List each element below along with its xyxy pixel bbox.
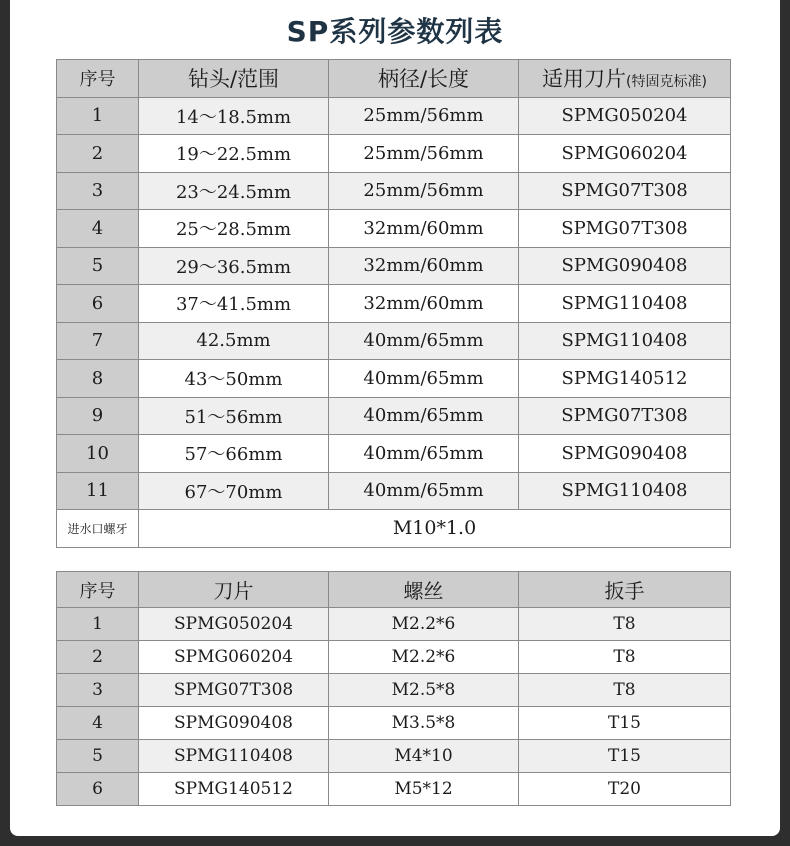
row-index: 5 bbox=[57, 740, 139, 773]
table-row bbox=[57, 285, 731, 323]
shank-length-cell: 25mm/56mm bbox=[329, 97, 519, 135]
drill-range-cell: 42.5mm bbox=[139, 322, 329, 360]
wrench-cell: T8 bbox=[519, 641, 731, 674]
row-index: 5 bbox=[57, 247, 139, 285]
drill-range-cell: 43～50mm bbox=[139, 360, 329, 398]
insert-model-cell: SPMG110408 bbox=[519, 472, 731, 510]
page-title: SP系列参数列表 bbox=[286, 15, 504, 48]
screw-cell: M2.2*6 bbox=[329, 608, 519, 641]
header-wrench: 扳手 bbox=[519, 572, 731, 608]
wrench-cell: T15 bbox=[519, 707, 731, 740]
header-range: 钻头/范围 bbox=[139, 60, 329, 98]
drill-range-cell: 14～18.5mm bbox=[139, 97, 329, 135]
insert-model-cell: SPMG07T308 bbox=[519, 397, 731, 435]
drill-range-cell: 67～70mm bbox=[139, 472, 329, 510]
row-index: 9 bbox=[57, 397, 139, 435]
header-index: 序号 bbox=[57, 572, 139, 608]
table-row bbox=[57, 360, 731, 398]
wrench-cell: T20 bbox=[519, 773, 731, 806]
insert-model-cell: SPMG140512 bbox=[139, 773, 329, 806]
drill-table-header bbox=[57, 60, 731, 98]
insert-model-cell: SPMG060204 bbox=[519, 135, 731, 173]
insert-model-cell: SPMG07T308 bbox=[139, 674, 329, 707]
table-row bbox=[57, 247, 731, 285]
insert-model-cell: SPMG090408 bbox=[519, 247, 731, 285]
drill-range-cell: 23～24.5mm bbox=[139, 172, 329, 210]
row-index: 4 bbox=[57, 210, 139, 248]
row-index: 6 bbox=[57, 285, 139, 323]
header-index: 序号 bbox=[57, 60, 139, 98]
table-row bbox=[57, 397, 731, 435]
row-index: 1 bbox=[57, 608, 139, 641]
insert-model-cell: SPMG110408 bbox=[519, 285, 731, 323]
inlet-thread-value: M10*1.0 bbox=[139, 510, 731, 548]
row-index: 3 bbox=[57, 172, 139, 210]
insert-model-cell: SPMG07T308 bbox=[519, 172, 731, 210]
insert-model-cell: SPMG140512 bbox=[519, 360, 731, 398]
row-index: 2 bbox=[57, 641, 139, 674]
wrench-cell: T8 bbox=[519, 674, 731, 707]
drill-range-cell: 37～41.5mm bbox=[139, 285, 329, 323]
row-index: 7 bbox=[57, 322, 139, 360]
screw-cell: M2.5*8 bbox=[329, 674, 519, 707]
row-index: 6 bbox=[57, 773, 139, 806]
row-index: 4 bbox=[57, 707, 139, 740]
shank-length-cell: 40mm/65mm bbox=[329, 472, 519, 510]
spec-card bbox=[10, 0, 780, 836]
shank-length-cell: 40mm/65mm bbox=[329, 360, 519, 398]
table-row bbox=[57, 435, 731, 473]
header-insert-main: 适用刀片 bbox=[542, 67, 627, 92]
shank-length-cell: 32mm/60mm bbox=[329, 247, 519, 285]
shank-length-cell: 25mm/56mm bbox=[329, 172, 519, 210]
shank-length-cell: 40mm/65mm bbox=[329, 322, 519, 360]
header-insert bbox=[519, 60, 731, 98]
table-row bbox=[57, 172, 731, 210]
row-index: 11 bbox=[57, 472, 139, 510]
header-shank: 柄径/长度 bbox=[329, 60, 519, 98]
table-row bbox=[57, 210, 731, 248]
table-row bbox=[57, 641, 731, 674]
table-row bbox=[57, 773, 731, 806]
row-index: 2 bbox=[57, 135, 139, 173]
table-row bbox=[57, 322, 731, 360]
inlet-thread-row bbox=[57, 510, 731, 548]
screw-cell: M3.5*8 bbox=[329, 707, 519, 740]
insert-accessory-table bbox=[56, 571, 731, 806]
insert-model-cell: SPMG110408 bbox=[519, 322, 731, 360]
wrench-cell: T15 bbox=[519, 740, 731, 773]
screw-cell: M5*12 bbox=[329, 773, 519, 806]
drill-spec-table bbox=[56, 59, 731, 548]
shank-length-cell: 40mm/65mm bbox=[329, 397, 519, 435]
table-row bbox=[57, 135, 731, 173]
drill-range-cell: 57～66mm bbox=[139, 435, 329, 473]
inlet-thread-label: 进水口螺牙 bbox=[57, 510, 139, 548]
insert-model-cell: SPMG090408 bbox=[519, 435, 731, 473]
header-insert: 刀片 bbox=[139, 572, 329, 608]
insert-table-header bbox=[57, 572, 731, 608]
insert-model-cell: SPMG110408 bbox=[139, 740, 329, 773]
wrench-cell: T8 bbox=[519, 608, 731, 641]
shank-length-cell: 32mm/60mm bbox=[329, 285, 519, 323]
table-row bbox=[57, 740, 731, 773]
shank-length-cell: 32mm/60mm bbox=[329, 210, 519, 248]
screw-cell: M2.2*6 bbox=[329, 641, 519, 674]
shank-length-cell: 40mm/65mm bbox=[329, 435, 519, 473]
row-index: 3 bbox=[57, 674, 139, 707]
table-row bbox=[57, 674, 731, 707]
insert-model-cell: SPMG050204 bbox=[139, 608, 329, 641]
insert-model-cell: SPMG090408 bbox=[139, 707, 329, 740]
shank-length-cell: 25mm/56mm bbox=[329, 135, 519, 173]
header-insert-note: (特固克标准) bbox=[626, 74, 707, 91]
drill-range-cell: 29～36.5mm bbox=[139, 247, 329, 285]
drill-range-cell: 25～28.5mm bbox=[139, 210, 329, 248]
screw-cell: M4*10 bbox=[329, 740, 519, 773]
table-row bbox=[57, 608, 731, 641]
table-row bbox=[57, 97, 731, 135]
table-row bbox=[57, 707, 731, 740]
row-index: 10 bbox=[57, 435, 139, 473]
row-index: 1 bbox=[57, 97, 139, 135]
table-row bbox=[57, 472, 731, 510]
insert-model-cell: SPMG050204 bbox=[519, 97, 731, 135]
insert-model-cell: SPMG07T308 bbox=[519, 210, 731, 248]
header-screw: 螺丝 bbox=[329, 572, 519, 608]
insert-model-cell: SPMG060204 bbox=[139, 641, 329, 674]
drill-range-cell: 51～56mm bbox=[139, 397, 329, 435]
row-index: 8 bbox=[57, 360, 139, 398]
drill-range-cell: 19～22.5mm bbox=[139, 135, 329, 173]
